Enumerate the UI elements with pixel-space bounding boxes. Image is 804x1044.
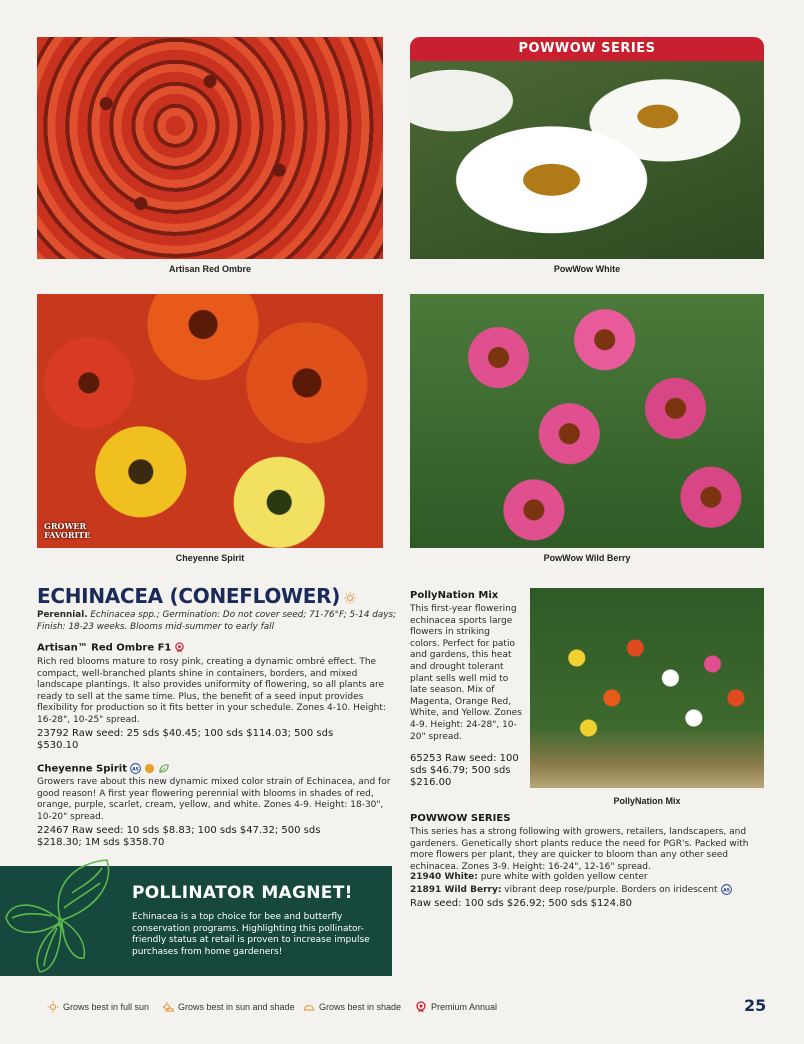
caption-powwow-white: PowWow White (553, 264, 621, 274)
pollinator-title: POLLINATOR MAGNET! (132, 883, 353, 903)
caption-cheyenne-spirit: Cheyenne Spirit (175, 553, 245, 563)
intro-bold: Perennial. (37, 610, 88, 620)
shade-icon (303, 1001, 315, 1013)
powwow-white-line (410, 872, 764, 884)
grower-favorite-badge (44, 522, 90, 540)
full-sun-icon (344, 592, 356, 604)
cheyenne-name: Cheyenne Spirit (37, 763, 127, 775)
page-title (37, 584, 356, 608)
svg-text:AS: AS (722, 888, 730, 894)
full-sun-icon (47, 1001, 59, 1013)
legend-sun-shade-label: Grows best in sun and shade (178, 1002, 295, 1012)
pollynation-description: This first-year flowering echinacea sports large flowers in striking colors. Perfect for patio and gardens, this heat and drought tolerant plant sells well mid to late season. Mix of Magenta, Orange Red, White, and Yellow. Zones 4-9. Height: 24-28", 10-20" spread. (410, 604, 522, 742)
aas-winner-icon (130, 763, 141, 774)
sun-and-shade-icon (162, 1001, 174, 1013)
legend-sun-shade (162, 1001, 295, 1013)
artisan-heading (37, 642, 185, 654)
sun-badge-icon (144, 763, 155, 774)
artisan-price: 23792 Raw seed: 25 sds $40.45; 100 sds $114.03; 500 sds $530.10 (37, 728, 334, 751)
butterfly-icon (2, 858, 122, 976)
legend-shade-label: Grows best in shade (319, 1002, 402, 1012)
legend-full-sun (47, 1001, 149, 1013)
badge-line-2: FAVORITE (44, 530, 91, 540)
cheyenne-price: 22467 Raw seed: 10 sds $8.83; 100 sds $47.32; 500 sds $218.30; 1M sds $358.70 (37, 825, 321, 848)
pollinator-text: Echinacea is a top choice for bee and butterfly conservation programs. Highlighting this pollinator-friendly status at retail is proven to increase impulse purchases from home gardeners! (132, 912, 370, 957)
legend-full-sun-label: Grows best in full sun (63, 1002, 150, 1012)
powwow-heading: POWWOW SERIES (410, 813, 511, 824)
page-number: 25 (744, 996, 767, 1015)
powwow-description: This series has a strong following with growers, retailers, landscapers, and gardeners. Genetically short plants reduce the need for PGR's. Packed with more flowers per plant, they are quicker to bloom than any other seed echinacea. Zones 3-9. Height: 16-24", 12-16" spread. (410, 827, 749, 872)
pollynation-price: 65253 Raw seed: 100 sds $46.79; 500 sds $216.00 (410, 753, 519, 788)
echinacea-intro (37, 610, 397, 633)
page-title-text: ECHINACEA (CONEFLOWER) (37, 584, 341, 608)
powwow-price: Raw seed: 100 sds $26.92; 500 sds $124.80 (410, 898, 632, 909)
leaf-icon (158, 763, 169, 774)
powwow-berry-text: vibrant deep rose/purple. Borders on iridescent (501, 885, 718, 895)
photo-pollynation-mix (530, 588, 764, 788)
svg-text:AS: AS (132, 767, 139, 773)
cheyenne-description: Growers rave about this new dynamic mixed color strain of Echinacea, and for good reason! A first year flowering perennial with blooms in shades of red, orange, purple, scarlet, cream, yellow, and white. Zones 4-9. Height: 18-30", 10-20" spread. (37, 777, 391, 822)
legend-shade (303, 1001, 401, 1013)
artisan-description: Rich red blooms mature to rosy pink, creating a dynamic ombré effect. The compact, well-branched plants shine in containers, borders, and mixed landscape plantings. It also provides uniformity of flowering, so all plants are ready to sell at the same time. Plus, the benefit of a seed input provides flexibility for production so it fits better in your schedule. Zones 4-10. Height: 16-28", 10-25" spread. (37, 657, 386, 725)
photo-cheyenne-spirit (37, 294, 383, 548)
aas-winner-icon (721, 884, 732, 895)
powwow-white-label: 21940 White: (410, 872, 478, 882)
legend-premium (415, 1001, 497, 1013)
powwow-berry-line (410, 884, 764, 897)
photo-artisan-red-ombre (37, 37, 383, 259)
pollynation-heading: PollyNation Mix (410, 590, 499, 601)
premium-annual-icon (415, 1001, 427, 1013)
artisan-name: Artisan™ Red Ombre F1 (37, 642, 172, 654)
caption-artisan-red-ombre: Artisan Red Ombre (168, 264, 252, 274)
legend-premium-label: Premium Annual (431, 1002, 498, 1012)
cheyenne-heading (37, 763, 169, 775)
caption-pollynation-mix: PollyNation Mix (613, 796, 681, 806)
powwow-white-text: pure white with golden yellow center (477, 872, 648, 882)
premium-annual-icon (174, 642, 185, 653)
badge-line-1: GROWER (44, 521, 87, 531)
photo-powwow-wild-berry (410, 294, 764, 548)
intro-italic: Echinacea spp.; Germination: Do not cover seed; 71-76°F; 5-14 days; Finish: 18-23 weeks. Blooms mid-summer to early fall (37, 610, 397, 632)
photo-powwow-white (410, 61, 764, 259)
powwow-series-banner: POWWOW SERIES (410, 37, 764, 61)
caption-powwow-wild-berry: PowWow Wild Berry (543, 553, 631, 563)
powwow-berry-label: 21891 Wild Berry: (410, 885, 502, 895)
